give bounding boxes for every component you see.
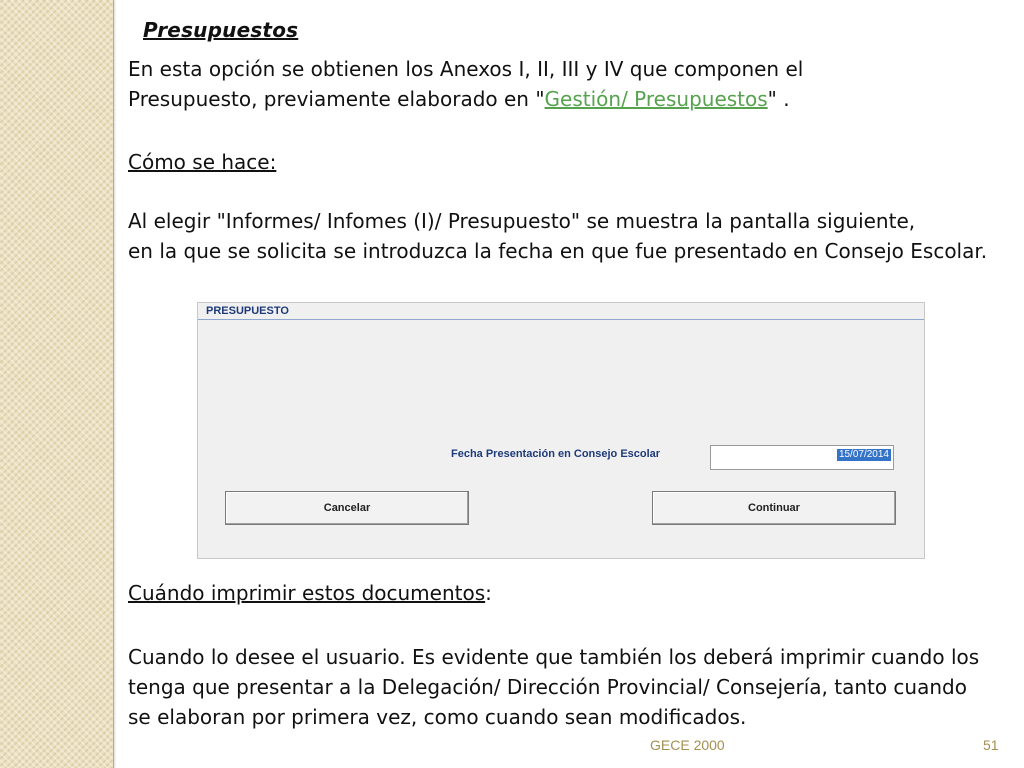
decorative-side-band [0,0,114,768]
when-paragraph [128,642,979,732]
dialog-title: PRESUPUESTO [206,305,289,317]
when-line-2: tenga que presentar a la Delegación/ Dirección Provincial/ Consejería, tanto cuando [128,675,967,699]
fecha-presentacion-input[interactable] [710,445,894,470]
how-line-2: en la que se solicita se introduzca la fecha en que fue presentado en Consejo Escolar. [128,239,988,263]
when-line-1: Cuando lo desee el usuario. Es evidente que también los deberá imprimir cuando los [128,645,980,669]
how-line-1: Al elegir "Informes/ Infomes (I)/ Presupuesto" se muestra la pantalla siguiente, [128,209,916,233]
when-line-3: se elaboran por primera vez, como cuando sean modificados. [128,705,747,729]
footer-title: GECE 2000 [650,737,725,753]
intro-paragraph [128,54,803,114]
intro-line-2-suffix: " . [767,87,790,111]
when-heading-colon: : [485,581,492,605]
presupuesto-dialog-screenshot [197,302,925,559]
intro-line-2-prefix: Presupuesto, previamente elaborado en " [128,87,545,111]
dialog-title-divider [198,319,924,320]
gestion-presupuestos-link[interactable]: Gestión/ Presupuestos [544,87,768,111]
fecha-presentacion-value: 15/07/2014 [838,449,889,460]
how-heading: Cómo se hace: [128,150,277,174]
fecha-presentacion-label: Fecha Presentación en Consejo Escolar [451,448,661,460]
section-heading: Presupuestos [143,18,299,42]
how-paragraph [128,206,987,266]
page-number: 51 [983,737,999,753]
when-heading-text: Cuándo imprimir estos documentos [128,581,486,605]
when-heading [128,578,492,608]
cancel-button[interactable]: Cancelar [225,491,469,525]
continue-button[interactable]: Continuar [652,491,896,525]
intro-line-1: En esta opción se obtienen los Anexos I, II, III y IV que componen el [128,57,804,81]
